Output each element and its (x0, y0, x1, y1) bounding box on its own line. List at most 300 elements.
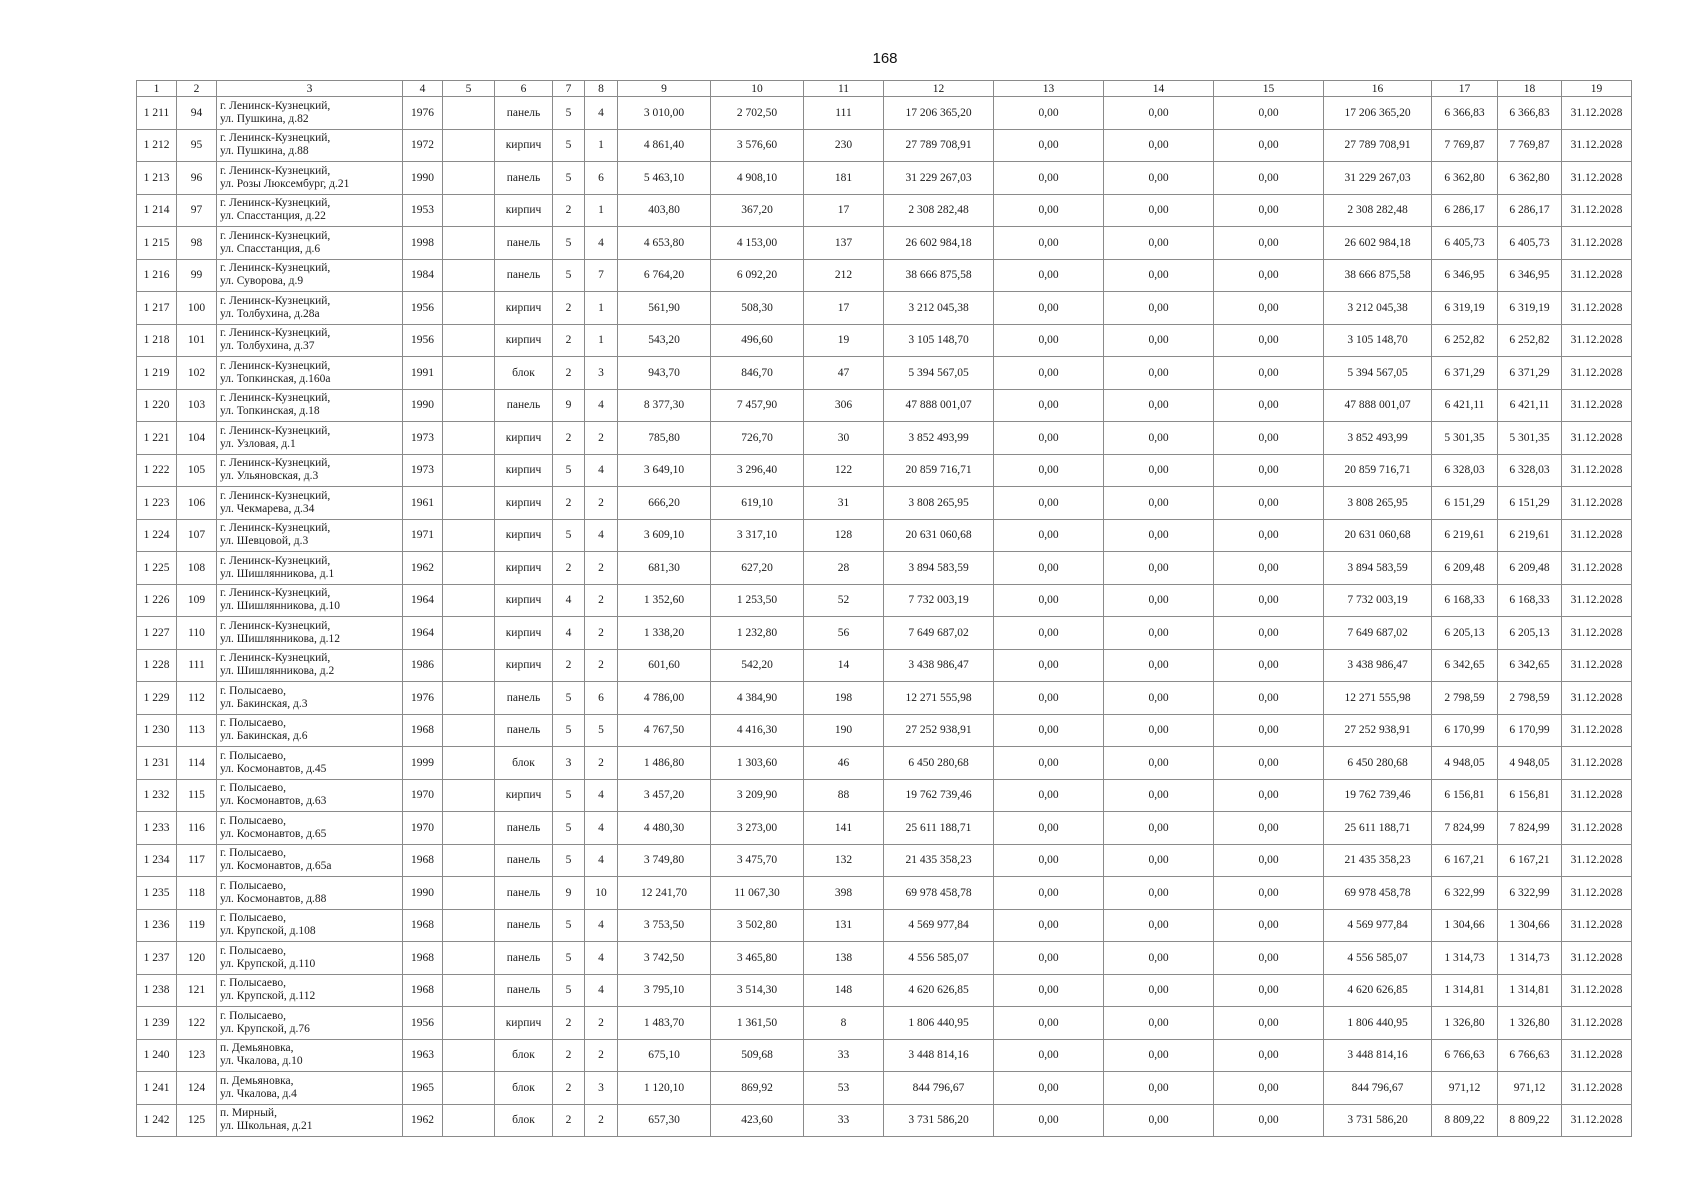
table-cell (443, 487, 495, 520)
table-cell: 31.12.2028 (1562, 552, 1632, 585)
table-cell: панель (495, 259, 553, 292)
table-cell: 0,00 (994, 454, 1104, 487)
table-cell: 26 602 984,18 (884, 227, 994, 260)
table-cell: 0,00 (1104, 1104, 1214, 1137)
address-settlement: п. Мирный, (220, 1107, 277, 1120)
table-cell: блок (495, 1104, 553, 1137)
table-cell: 6 209,48 (1432, 552, 1498, 585)
table-row (137, 162, 1632, 195)
address-cell (217, 584, 403, 617)
table-cell: 3 212 045,38 (884, 292, 994, 325)
table-cell: 31.12.2028 (1562, 1007, 1632, 1040)
table-cell: 6 764,20 (618, 259, 711, 292)
table-cell: 543,20 (618, 324, 711, 357)
table-cell: 0,00 (1104, 194, 1214, 227)
address-settlement: г. Ленинск-Кузнецкий, (220, 164, 331, 177)
column-header: 9 (618, 81, 711, 97)
table-cell: 31.12.2028 (1562, 422, 1632, 455)
table-cell: 5 (553, 162, 585, 195)
table-cell: 7 457,90 (711, 389, 804, 422)
table-cell: 3 852 493,99 (1324, 422, 1432, 455)
table-cell: 6 342,65 (1498, 649, 1562, 682)
table-cell: панель (495, 97, 553, 130)
table-cell: 31.12.2028 (1562, 942, 1632, 975)
table-cell: 31.12.2028 (1562, 97, 1632, 130)
table-cell: 47 (804, 357, 884, 390)
table-cell: 31.12.2028 (1562, 974, 1632, 1007)
table-cell: 31.12.2028 (1562, 1039, 1632, 1072)
table-cell: 0,00 (1104, 682, 1214, 715)
address-cell (217, 454, 403, 487)
address-cell (217, 162, 403, 195)
table-cell: 6 405,73 (1432, 227, 1498, 260)
table-cell: 5 (585, 714, 618, 747)
column-header: 2 (177, 81, 217, 97)
table-cell: 1 232,80 (711, 617, 804, 650)
table-cell: 398 (804, 877, 884, 910)
table-cell: 31.12.2028 (1562, 129, 1632, 162)
table-cell: 0,00 (994, 779, 1104, 812)
table-row (137, 194, 1632, 227)
table-cell: 6 319,19 (1498, 292, 1562, 325)
table-cell: 0,00 (1104, 1039, 1214, 1072)
address-cell (217, 682, 403, 715)
table-cell: 2 (553, 357, 585, 390)
table-cell: 627,20 (711, 552, 804, 585)
address-street: ул. Спасстанция, д.6 (220, 242, 321, 255)
table-cell: 619,10 (711, 487, 804, 520)
local-number: 100 (177, 292, 217, 325)
table-cell: 943,70 (618, 357, 711, 390)
table-cell: 21 435 358,23 (884, 844, 994, 877)
address-settlement: г. Ленинск-Кузнецкий, (220, 327, 331, 340)
table-cell: 3 731 586,20 (884, 1104, 994, 1137)
table-cell: 6 205,13 (1432, 617, 1498, 650)
table-cell: 6 286,17 (1498, 194, 1562, 227)
table-cell: кирпич (495, 519, 553, 552)
column-header: 17 (1432, 81, 1498, 97)
table-cell: 0,00 (1214, 487, 1324, 520)
table-cell: блок (495, 1072, 553, 1105)
address-cell (217, 487, 403, 520)
table-cell: 0,00 (1104, 584, 1214, 617)
column-header: 13 (994, 81, 1104, 97)
table-cell: 0,00 (994, 552, 1104, 585)
address-street: ул. Крупской, д.110 (220, 957, 316, 970)
row-number: 1 223 (137, 487, 177, 520)
table-cell: 6 168,33 (1498, 584, 1562, 617)
table-cell: 7 769,87 (1498, 129, 1562, 162)
local-number: 101 (177, 324, 217, 357)
table-cell: 0,00 (1214, 422, 1324, 455)
table-cell: 6 766,63 (1498, 1039, 1562, 1072)
table-cell: 726,70 (711, 422, 804, 455)
table-cell: 0,00 (1104, 389, 1214, 422)
table-cell: 0,00 (1104, 714, 1214, 747)
table-cell: 3 894 583,59 (884, 552, 994, 585)
table-cell: 0,00 (994, 1072, 1104, 1105)
table-cell: 1 314,73 (1498, 942, 1562, 975)
table-cell: 2 (553, 324, 585, 357)
table-row (137, 422, 1632, 455)
local-number: 96 (177, 162, 217, 195)
local-number: 103 (177, 389, 217, 422)
table-cell: 5 (553, 519, 585, 552)
table-cell: 1976 (403, 97, 443, 130)
table-cell: 1964 (403, 617, 443, 650)
table-cell: 1970 (403, 779, 443, 812)
table-cell: 423,60 (711, 1104, 804, 1137)
table-cell: 6 421,11 (1432, 389, 1498, 422)
row-number: 1 212 (137, 129, 177, 162)
table-cell: 27 789 708,91 (884, 129, 994, 162)
table-row (137, 909, 1632, 942)
table-cell (443, 974, 495, 1007)
table-cell: 21 435 358,23 (1324, 844, 1432, 877)
table-cell: 1 361,50 (711, 1007, 804, 1040)
table-cell: кирпич (495, 292, 553, 325)
table-cell: 2 (553, 292, 585, 325)
table-cell (443, 649, 495, 682)
table-cell: 0,00 (1104, 357, 1214, 390)
address-street: ул. Космонавтов, д.88 (220, 892, 327, 905)
table-cell: 122 (804, 454, 884, 487)
table-cell: 0,00 (1214, 714, 1324, 747)
local-number: 119 (177, 909, 217, 942)
table-cell: 3 742,50 (618, 942, 711, 975)
column-header: 5 (443, 81, 495, 97)
address-street: ул. Шевцовой, д.3 (220, 535, 309, 548)
table-cell: 2 798,59 (1432, 682, 1498, 715)
table-cell: 6 092,20 (711, 259, 804, 292)
table-cell: блок (495, 357, 553, 390)
table-cell: 0,00 (1214, 682, 1324, 715)
table-cell: 6 371,29 (1432, 357, 1498, 390)
address-settlement: г. Ленинск-Кузнецкий, (220, 229, 331, 242)
local-number: 102 (177, 357, 217, 390)
table-cell: 2 (553, 1007, 585, 1040)
table-cell: 6 209,48 (1498, 552, 1562, 585)
table-cell: 31.12.2028 (1562, 1072, 1632, 1105)
table-row (137, 487, 1632, 520)
table-cell: 17 (804, 292, 884, 325)
table-cell (443, 389, 495, 422)
table-cell: 26 602 984,18 (1324, 227, 1432, 260)
table-cell: панель (495, 974, 553, 1007)
table-row (137, 227, 1632, 260)
address-settlement: г. Ленинск-Кузнецкий, (220, 457, 331, 470)
table-cell: 6 322,99 (1498, 877, 1562, 910)
table-cell: 0,00 (1214, 1104, 1324, 1137)
address-street: ул. Шишлянникова, д.1 (220, 567, 335, 580)
table-row (137, 779, 1632, 812)
table-cell: 1990 (403, 162, 443, 195)
table-cell: 6 450 280,68 (884, 747, 994, 780)
table-cell: 0,00 (1214, 552, 1324, 585)
table-cell (443, 617, 495, 650)
local-number: 105 (177, 454, 217, 487)
table-cell: 6 322,99 (1432, 877, 1498, 910)
table-cell: 6 252,82 (1432, 324, 1498, 357)
address-street: ул. Шишлянникова, д.2 (220, 665, 335, 678)
local-number: 98 (177, 227, 217, 260)
table-cell: 1984 (403, 259, 443, 292)
table-cell: 971,12 (1498, 1072, 1562, 1105)
table-cell: 496,60 (711, 324, 804, 357)
table-cell: 7 824,99 (1432, 812, 1498, 845)
table-cell (443, 519, 495, 552)
table-cell: 4 (585, 389, 618, 422)
address-cell (217, 909, 403, 942)
table-cell: 17 (804, 194, 884, 227)
table-cell: 6 421,11 (1498, 389, 1562, 422)
table-cell: 0,00 (1214, 454, 1324, 487)
table-cell: 0,00 (1104, 649, 1214, 682)
header-row (137, 81, 1632, 97)
table-cell: кирпич (495, 422, 553, 455)
table-cell: 17 206 365,20 (1324, 97, 1432, 130)
column-header: 15 (1214, 81, 1324, 97)
column-header: 12 (884, 81, 994, 97)
table-cell: 5 (553, 779, 585, 812)
table-cell: 666,20 (618, 487, 711, 520)
table-cell: 1956 (403, 1007, 443, 1040)
table-cell: 3 609,10 (618, 519, 711, 552)
table-cell: 0,00 (1214, 1007, 1324, 1040)
table-cell: 31 229 267,03 (1324, 162, 1432, 195)
table-cell: 0,00 (994, 747, 1104, 780)
address-street: ул. Пушкина, д.82 (220, 112, 309, 125)
table-cell: 8 (804, 1007, 884, 1040)
table-cell: панель (495, 942, 553, 975)
table-cell: 190 (804, 714, 884, 747)
row-number: 1 232 (137, 779, 177, 812)
table-cell: кирпич (495, 487, 553, 520)
row-number: 1 214 (137, 194, 177, 227)
table-cell (443, 1039, 495, 1072)
local-number: 116 (177, 812, 217, 845)
table-cell: 0,00 (994, 909, 1104, 942)
table-cell: кирпич (495, 194, 553, 227)
table-cell: 0,00 (1104, 747, 1214, 780)
table-cell: 4 556 585,07 (884, 942, 994, 975)
table-cell: 181 (804, 162, 884, 195)
table-cell (443, 292, 495, 325)
table-cell (443, 779, 495, 812)
table-cell: 0,00 (1214, 844, 1324, 877)
local-number: 113 (177, 714, 217, 747)
address-street: ул. Шишлянникова, д.10 (220, 600, 340, 613)
table-cell: 0,00 (994, 877, 1104, 910)
table-cell: 20 631 060,68 (1324, 519, 1432, 552)
row-number: 1 224 (137, 519, 177, 552)
table-cell: 1991 (403, 357, 443, 390)
table-row (137, 324, 1632, 357)
table-cell: 1968 (403, 909, 443, 942)
table-cell: 4 (585, 454, 618, 487)
table-cell: 31.12.2028 (1562, 227, 1632, 260)
table-cell: 2 (585, 584, 618, 617)
address-cell (217, 227, 403, 260)
table-cell: 403,80 (618, 194, 711, 227)
table-cell: 0,00 (1214, 1072, 1324, 1105)
table-cell: 0,00 (1214, 617, 1324, 650)
table-cell: 6 328,03 (1432, 454, 1498, 487)
address-street: ул. Пушкина, д.88 (220, 145, 309, 158)
table-cell (443, 162, 495, 195)
table-cell: 0,00 (1214, 162, 1324, 195)
table-cell: 31.12.2028 (1562, 649, 1632, 682)
table-cell: 367,20 (711, 194, 804, 227)
table-cell: 0,00 (1214, 779, 1324, 812)
table-cell: 844 796,67 (1324, 1072, 1432, 1105)
table-cell: 27 789 708,91 (1324, 129, 1432, 162)
row-number: 1 220 (137, 389, 177, 422)
table-cell: 6 151,29 (1432, 487, 1498, 520)
table-cell (443, 357, 495, 390)
table-row (137, 129, 1632, 162)
local-number: 114 (177, 747, 217, 780)
table-cell: 20 859 716,71 (1324, 454, 1432, 487)
table-cell: 20 631 060,68 (884, 519, 994, 552)
table-cell: 31.12.2028 (1562, 357, 1632, 390)
table-cell: 4 569 977,84 (884, 909, 994, 942)
table-cell: 1 486,80 (618, 747, 711, 780)
table-cell: 1 314,73 (1432, 942, 1498, 975)
table-cell: 6 328,03 (1498, 454, 1562, 487)
row-number: 1 227 (137, 617, 177, 650)
address-settlement: г. Полысаево, (220, 912, 286, 925)
local-number: 107 (177, 519, 217, 552)
table-cell: 33 (804, 1039, 884, 1072)
address-cell (217, 129, 403, 162)
table-row (137, 584, 1632, 617)
address-settlement: г. Ленинск-Кузнецкий, (220, 262, 331, 275)
table-cell: 2 (585, 422, 618, 455)
table-cell: 31.12.2028 (1562, 779, 1632, 812)
address-cell (217, 292, 403, 325)
table-cell: 0,00 (994, 617, 1104, 650)
table-cell: 14 (804, 649, 884, 682)
table-cell: 1 483,70 (618, 1007, 711, 1040)
column-header: 6 (495, 81, 553, 97)
table-cell: 7 (585, 259, 618, 292)
address-cell (217, 714, 403, 747)
table-cell: 4 153,00 (711, 227, 804, 260)
address-street: ул. Ульяновская, д.3 (220, 470, 319, 483)
table-cell: 5 (553, 942, 585, 975)
table-cell: 3 317,10 (711, 519, 804, 552)
table-cell (443, 812, 495, 845)
table-cell: кирпич (495, 649, 553, 682)
address-street: ул. Чекмарева, д.34 (220, 502, 315, 515)
table-cell: 0,00 (994, 974, 1104, 1007)
table-cell: 0,00 (1214, 584, 1324, 617)
row-number: 1 235 (137, 877, 177, 910)
table-cell: 7 732 003,19 (884, 584, 994, 617)
table-cell: панель (495, 812, 553, 845)
table-cell: 2 (585, 487, 618, 520)
table-cell: 9 (553, 877, 585, 910)
address-street: ул. Космонавтов, д.65 (220, 827, 327, 840)
row-number: 1 236 (137, 909, 177, 942)
local-number: 123 (177, 1039, 217, 1072)
table-cell: 785,80 (618, 422, 711, 455)
table-cell: 1968 (403, 942, 443, 975)
table-cell: 3 448 814,16 (884, 1039, 994, 1072)
table-cell: 0,00 (1104, 162, 1214, 195)
table-cell: 148 (804, 974, 884, 1007)
row-number: 1 240 (137, 1039, 177, 1072)
table-cell: 1953 (403, 194, 443, 227)
address-cell (217, 649, 403, 682)
row-number: 1 237 (137, 942, 177, 975)
address-street: ул. Космонавтов, д.65а (220, 860, 332, 873)
table-cell: 6 219,61 (1498, 519, 1562, 552)
housing-register-table (136, 80, 1632, 1137)
table-cell: 2 (585, 552, 618, 585)
table-cell: 0,00 (1104, 259, 1214, 292)
table-cell: 4 (585, 779, 618, 812)
column-header: 10 (711, 81, 804, 97)
column-header: 4 (403, 81, 443, 97)
table-cell: 3 438 986,47 (884, 649, 994, 682)
table-cell: 3 (585, 1072, 618, 1105)
table-cell: 1 (585, 324, 618, 357)
table-cell: блок (495, 747, 553, 780)
table-cell: кирпич (495, 454, 553, 487)
table-cell: 131 (804, 909, 884, 942)
table-cell: 3 475,70 (711, 844, 804, 877)
table-cell: 111 (804, 97, 884, 130)
table-cell: 846,70 (711, 357, 804, 390)
table-cell: 508,30 (711, 292, 804, 325)
table-cell: 0,00 (994, 292, 1104, 325)
local-number: 112 (177, 682, 217, 715)
table-cell: 4 620 626,85 (1324, 974, 1432, 1007)
table-cell: 4 (585, 519, 618, 552)
address-street: ул. Крупской, д.112 (220, 990, 316, 1003)
table-cell: 0,00 (1214, 324, 1324, 357)
table-cell: 1964 (403, 584, 443, 617)
column-header: 8 (585, 81, 618, 97)
table-cell: 6 170,99 (1432, 714, 1498, 747)
table-cell: 4 (553, 584, 585, 617)
table-cell: 0,00 (994, 1007, 1104, 1040)
table-cell: 0,00 (1104, 97, 1214, 130)
table-cell: 3 212 045,38 (1324, 292, 1432, 325)
table-cell: 2 (585, 617, 618, 650)
address-cell (217, 422, 403, 455)
table-cell: 1986 (403, 649, 443, 682)
address-street: ул. Школьная, д.21 (220, 1120, 313, 1133)
table-cell: 31.12.2028 (1562, 454, 1632, 487)
table-cell: 3 296,40 (711, 454, 804, 487)
table-cell: 6 168,33 (1432, 584, 1498, 617)
table-cell: 0,00 (994, 194, 1104, 227)
table-cell: 6 156,81 (1432, 779, 1498, 812)
table-cell: 971,12 (1432, 1072, 1498, 1105)
table-cell: 1 (585, 194, 618, 227)
table-body (137, 97, 1632, 1137)
table-cell: 1971 (403, 519, 443, 552)
row-number: 1 213 (137, 162, 177, 195)
table-cell: 6 405,73 (1498, 227, 1562, 260)
table-cell: 0,00 (1104, 942, 1214, 975)
table-cell: 1 314,81 (1498, 974, 1562, 1007)
table-cell: 869,92 (711, 1072, 804, 1105)
table-cell: 4 (585, 227, 618, 260)
